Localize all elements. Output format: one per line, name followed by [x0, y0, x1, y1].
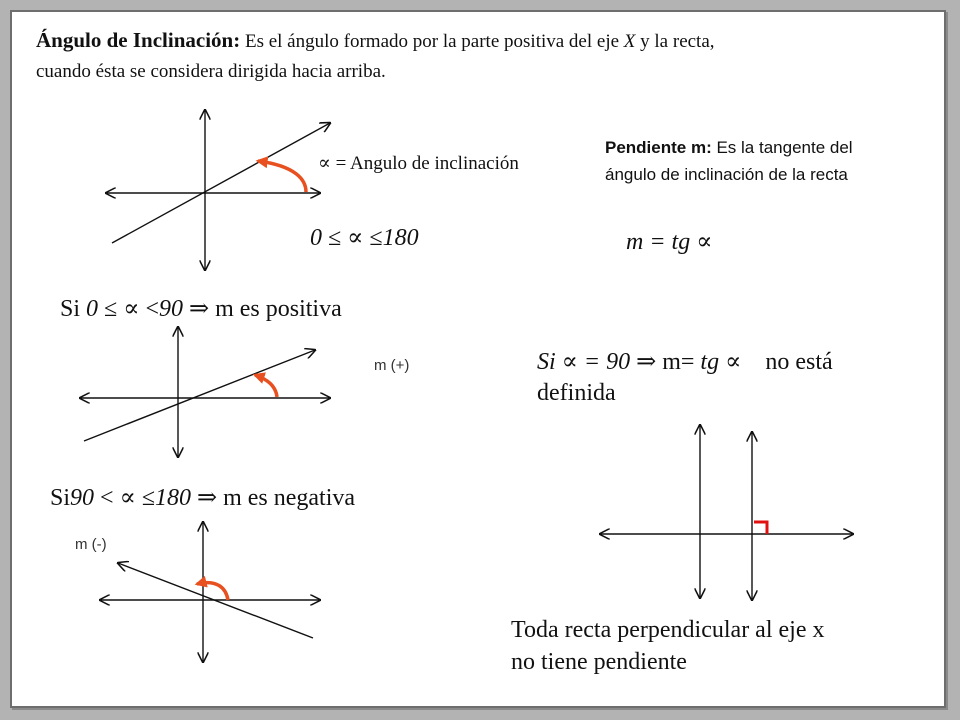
si-word: Si — [50, 485, 71, 511]
diagram-angle-definition — [106, 110, 330, 270]
lt-symbol: < — [100, 485, 114, 511]
intro-colon: : — [233, 28, 241, 52]
implies-symbol: ⇒ — [196, 485, 218, 511]
case-negative-high: 180 — [154, 485, 191, 511]
case-vertical-condition: Si ∝ = 90 — [537, 349, 631, 375]
si-word: Si — [60, 296, 81, 322]
slope-definition-line-2: ángulo de inclinación de la recta — [605, 165, 848, 184]
intro-text-a: Es el ángulo formado por la parte positiva del eje — [240, 31, 624, 52]
definida-text: definida — [537, 380, 616, 406]
diagram-vertical-line — [600, 425, 853, 600]
intro-text-b: y la recta, — [635, 31, 715, 52]
case-negative-result: m es negativa — [223, 485, 356, 511]
perpendicular-note-line-1: Toda recta perpendicular al eje x — [511, 617, 825, 643]
implies-symbol: ⇒ — [188, 296, 210, 322]
angle-arc — [258, 161, 306, 192]
angle-arc — [255, 375, 277, 397]
slope-term: Pendiente m: — [605, 138, 712, 157]
right-angle-mark — [754, 522, 767, 534]
le-symbol: ≤ — [141, 485, 155, 511]
alpha-symbol: ∝ — [123, 296, 140, 322]
lt-symbol: < — [145, 296, 159, 322]
implies-symbol: ⇒ — [636, 349, 657, 375]
positive-slope-tag: m (+) — [374, 357, 410, 374]
intro-term: Ángulo de Inclinación — [36, 28, 234, 52]
case-positive-low: 0 — [86, 296, 99, 322]
le-symbol: ≤ — [369, 225, 383, 251]
range-low: 0 — [310, 225, 322, 251]
intro-line-2: cuando ésta se considera dirigida hacia arriba. — [36, 61, 386, 82]
slope-text-1: Es la tangente del — [711, 138, 853, 157]
angle-definition-text: = Angulo de inclinación — [330, 153, 519, 174]
angle-arc — [197, 583, 228, 600]
slope-formula: m = tg ∝ — [626, 229, 713, 255]
alpha-symbol: ∝ — [318, 153, 331, 174]
diagram-positive-slope — [80, 327, 330, 457]
le-symbol: ≤ — [328, 225, 342, 251]
perpendicular-note-line-2: no tiene pendiente — [511, 649, 687, 675]
intro-axis-letter: X — [623, 31, 636, 52]
no-esta-text: no está — [765, 349, 833, 375]
alpha-symbol: ∝ — [119, 485, 136, 511]
m-equals: m= — [656, 349, 695, 375]
alpha-symbol: ∝ — [347, 225, 364, 251]
le-symbol: ≤ — [104, 296, 118, 322]
case-negative-low: 90 — [70, 485, 95, 511]
range-high: 180 — [382, 225, 419, 251]
diagram-negative-slope — [100, 522, 320, 662]
inclined-line — [84, 350, 315, 441]
inclined-line — [112, 123, 330, 243]
case-positive-result: m es positiva — [215, 296, 342, 322]
negative-slope-tag: m (-) — [75, 536, 107, 553]
case-positive-high: 90 — [158, 296, 183, 322]
tg-alpha: tg ∝ — [694, 349, 742, 375]
